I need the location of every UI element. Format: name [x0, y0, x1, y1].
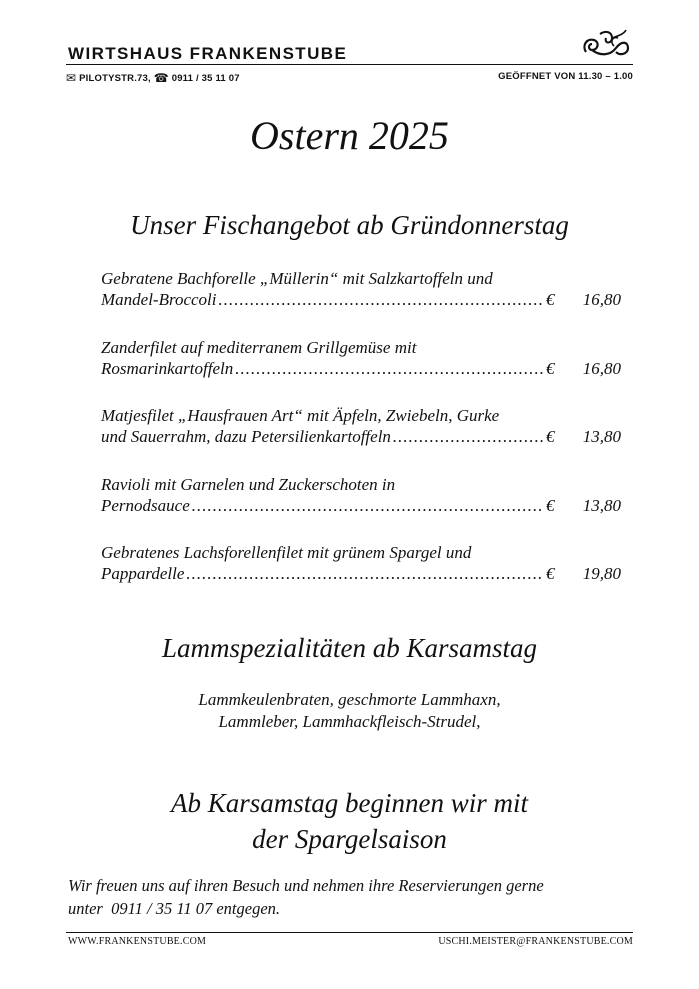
menu-item-line2: und Sauerrahm, dazu Petersilienkartoffeln	[101, 427, 391, 446]
asparagus-announcement	[0, 785, 699, 857]
menu-item-line1: Zanderfilet auf mediterranem Grillgemüse mit	[101, 338, 417, 357]
menu-item-line1: Gebratene Bachforelle „Müllerin“ mit Salzkartoffeln und	[101, 269, 493, 288]
lamb-dishes-line2: Lammleber, Lammhackfleisch-Strudel,	[218, 712, 481, 731]
lamb-dishes-line1: Lammkeulenbraten, geschmorte Lammhaxn,	[198, 690, 501, 709]
dot-leader	[186, 563, 544, 584]
menu-item	[101, 405, 621, 447]
menu-item-price: 16,80	[582, 290, 621, 309]
menu-item	[101, 337, 621, 379]
address-text: PILOTYSTR.73,	[79, 73, 151, 84]
lamb-dishes	[0, 689, 699, 733]
menu-item-line2: Pappardelle	[101, 564, 185, 583]
menu-item-line1: Ravioli mit Garnelen und Zuckerschoten in	[101, 475, 396, 494]
menu-item-line2: Pernodsauce	[101, 496, 190, 515]
dot-leader	[192, 495, 544, 516]
phone-text: 0911 / 35 11 07	[171, 73, 240, 84]
menu-item-price: 19,80	[582, 564, 621, 583]
currency-sign: €	[546, 564, 555, 583]
menu-item	[101, 268, 621, 310]
menu-item	[101, 542, 621, 584]
opening-hours: GEÖFFNET VON 11.30 – 1.00	[498, 71, 633, 82]
closing-line1: Wir freuen uns auf ihren Besuch und nehmen ihre Reservierungen gerne	[68, 876, 544, 895]
telephone-icon: ☎	[153, 71, 169, 85]
menu-item-price: 16,80	[582, 359, 621, 378]
dot-leader	[219, 289, 545, 310]
menu-item-price: 13,80	[582, 427, 621, 446]
menu-item-line1: Matjesfilet „Hausfrauen Art“ mit Äpfeln, Zwiebeln, Gurke	[101, 406, 500, 425]
currency-sign: €	[546, 427, 555, 446]
envelope-icon: ✉	[66, 71, 77, 85]
restaurant-name: WIRTSHAUS FRANKENSTUBE	[68, 44, 348, 63]
menu-item	[101, 474, 621, 516]
website-link[interactable]: WWW.FRANKENSTUBE.COM	[68, 936, 207, 947]
dot-leader	[393, 426, 544, 447]
currency-sign: €	[546, 496, 555, 515]
footer-divider	[66, 932, 633, 933]
lamb-section-heading: Lammspezialitäten ab Karsamstag	[161, 633, 538, 663]
asparagus-line1: Ab Karsamstag beginnen wir mit	[170, 788, 528, 818]
menu-item-line1: Gebratenes Lachsforellenfilet mit grünem Spargel und	[101, 543, 472, 562]
closing-note	[68, 874, 544, 920]
currency-sign: €	[546, 359, 555, 378]
currency-sign: €	[546, 290, 555, 309]
contact-line	[66, 71, 240, 85]
email-link[interactable]: USCHI.MEISTER@FRANKENSTUBE.COM	[438, 936, 633, 947]
asparagus-line2: der Spargelsaison	[252, 824, 447, 854]
fish-section-heading: Unser Fischangebot ab Gründonnerstag	[130, 210, 569, 240]
menu-item-line2: Rosmarinkartoffeln	[101, 359, 234, 378]
ornamental-monogram-icon	[578, 26, 632, 62]
closing-line2: unter 0911 / 35 11 07 entgegen.	[68, 899, 281, 918]
menu-item-price: 13,80	[582, 496, 621, 515]
dot-leader	[235, 358, 544, 379]
menu-item-line2: Mandel-Broccoli	[101, 290, 217, 309]
header-divider	[66, 64, 633, 65]
page-title: Ostern 2025	[250, 113, 449, 158]
